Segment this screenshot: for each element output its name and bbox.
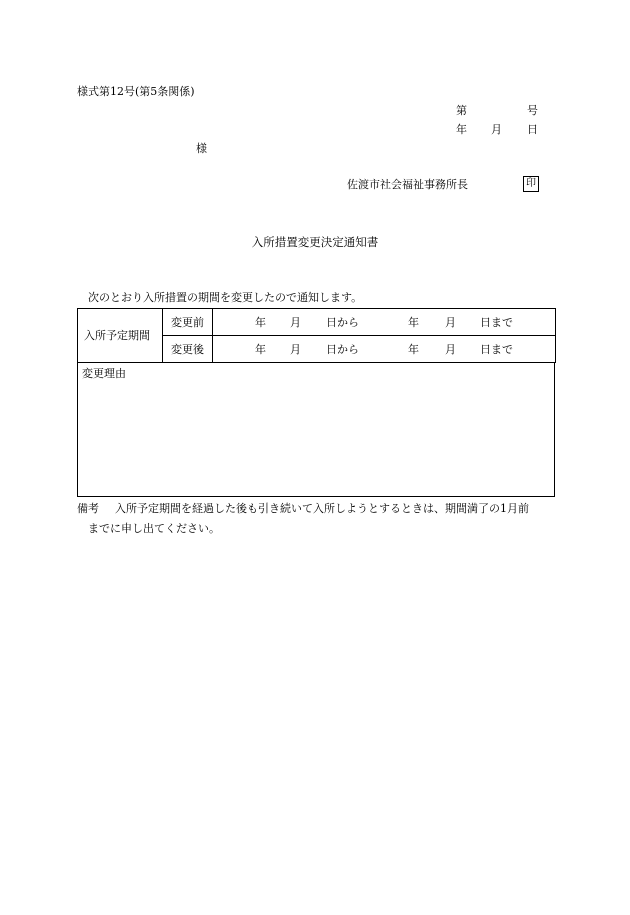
seal-stamp: 印: [523, 176, 539, 192]
issuer-name: 佐渡市社会福祉事務所長: [347, 178, 468, 191]
before-to-year: 年: [408, 316, 419, 329]
after-to-month: 月: [445, 343, 456, 356]
after-from-year: 年: [255, 343, 266, 356]
before-dates: [213, 309, 556, 336]
before-to-day: 日まで: [480, 316, 513, 329]
period-table: [77, 308, 556, 363]
after-label: 変更後: [163, 336, 213, 363]
after-to-year: 年: [408, 343, 419, 356]
before-from-month: 月: [290, 316, 301, 329]
remarks-text-1: 入所予定期間を経過した後も引き続いて入所しようとするときは、期間満了の1月前: [115, 502, 529, 515]
remarks-line-1: [77, 503, 529, 514]
document-number-suffix: 号: [527, 104, 538, 117]
before-from-day: 日から: [326, 316, 359, 329]
remarks-label: 備考: [77, 502, 99, 515]
intro-text: 次のとおり入所措置の期間を変更したので通知します。: [88, 291, 363, 304]
document-number-prefix: 第: [456, 104, 467, 117]
date-month: 月: [491, 123, 502, 136]
after-from-month: 月: [290, 343, 301, 356]
period-label: 入所予定期間: [78, 309, 163, 363]
before-label: 変更前: [163, 309, 213, 336]
table-row-before: [78, 309, 556, 336]
after-dates: [213, 336, 556, 363]
reason-label: 変更理由: [82, 367, 126, 380]
reason-box: [77, 363, 555, 497]
addressee-suffix: 様: [196, 142, 207, 155]
after-to-day: 日まで: [480, 343, 513, 356]
before-to-month: 月: [445, 316, 456, 329]
form-number: 様式第12号(第5条関係): [77, 85, 195, 98]
document-title: 入所措置変更決定通知書: [251, 235, 379, 249]
before-from-year: 年: [255, 316, 266, 329]
date-year: 年: [456, 123, 467, 136]
after-from-day: 日から: [326, 343, 359, 356]
date-day: 日: [527, 123, 538, 136]
remarks-line-2: までに申し出てください。: [88, 522, 220, 535]
